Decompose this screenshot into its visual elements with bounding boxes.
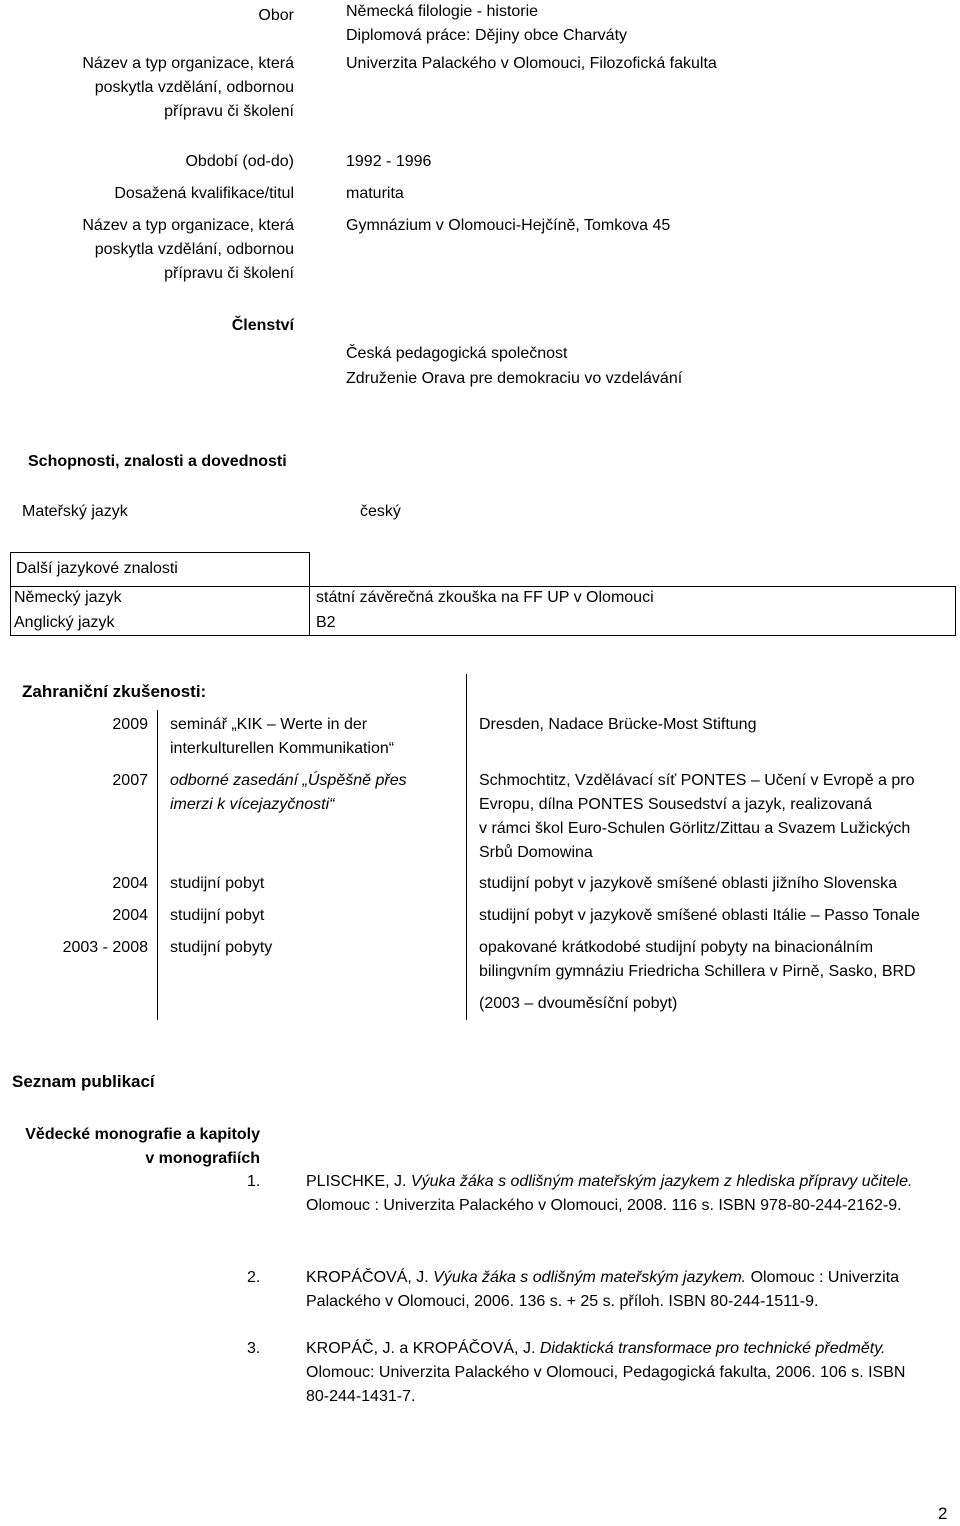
abroad-activity: odborné zasedání „Úspěšně přes: [170, 772, 407, 789]
org-label-2-line-3: přípravu či školení: [164, 265, 294, 282]
abroad-activity: studijní pobyt: [170, 875, 265, 892]
membership-item: Česká pedagogická společnost: [346, 345, 568, 362]
publication-text: [306, 1170, 916, 1218]
publication-title: Výuka žáka s odlišným mateřským jazykem z hlediska přípravy učitele.: [410, 1173, 913, 1190]
abroad-place: studijní pobyt v jazykově smíšené oblasti Itálie – Passo Tonale: [479, 907, 920, 924]
abroad-activity: seminář „KIK – Werte in der: [170, 716, 368, 733]
abroad-place: Dresden, Nadace Brücke-Most Stiftung: [479, 716, 757, 733]
publication-author: KROPÁČOVÁ, J.: [306, 1269, 434, 1286]
abroad-year: 2004: [112, 875, 148, 892]
abroad-note: (2003 – dvouměsíční pobyt): [479, 995, 678, 1012]
mother-tongue-value: český: [360, 503, 401, 520]
publication-number: 3.: [247, 1340, 261, 1357]
abroad-place: Schmochtitz, Vzdělávací síť PONTES – Učení v Evropě a pro: [479, 772, 915, 789]
publication-details: Olomouc : Univerzita Palackého v Olomouci, 2006. 136 s. + 25 s. příloh. ISBN 80-244-1511-9.: [306, 1269, 900, 1310]
abroad-place: bilingvním gymnáziu Friedricha Schillera v Pirně, Sasko, BRD: [479, 963, 916, 980]
skills-heading: Schopnosti, znalosti a dovednosti: [28, 453, 287, 470]
abroad-activity: interkulturellen Kommunikation“: [170, 740, 395, 757]
abroad-year: 2007: [112, 772, 148, 789]
language-table-divider: [309, 586, 310, 636]
abroad-place: studijní pobyt v jazykově smíšené oblasti jižního Slovenska: [479, 875, 897, 892]
publication-details: Olomouc : Univerzita Palackého v Olomouci, 2008. 116 s. ISBN 978-80-244-2162-9.: [306, 1197, 902, 1214]
publication-number: 2.: [247, 1269, 261, 1286]
publication-details: Olomouc: Univerzita Palackého v Olomouci, Pedagogická fakulta, 2006. 106 s. ISBN 80-244-1431-7.: [306, 1364, 906, 1405]
monographs-heading-line-2: v monografiích: [145, 1150, 260, 1167]
abroad-heading: Zahraniční zkušenosti:: [22, 682, 207, 701]
org-label-1-line-1: Název a typ organizace, která: [82, 55, 294, 72]
membership-item: Združenie Orava pre demokraciu vo vzdelávání: [346, 370, 683, 387]
qualification-label: Dosažená kvalifikace/titul: [114, 185, 294, 202]
publication-title: Výuka žáka s odlišným mateřským jazykem.: [433, 1269, 747, 1286]
abroad-place: opakované krátkodobé studijní pobyty na binacionálním: [479, 939, 874, 956]
field-label: Obor: [258, 7, 294, 24]
abroad-place: Srbů Domowina: [479, 844, 593, 861]
monographs-heading-line-1: Vědecké monografie a kapitoly: [25, 1126, 260, 1143]
language-level: B2: [316, 614, 336, 631]
publications-heading: Seznam publikací: [12, 1072, 155, 1091]
org-value-2: Gymnázium v Olomouci-Hejčíně, Tomkova 45: [346, 217, 671, 234]
abroad-activity: imerzi k vícejazyčnosti“: [170, 796, 335, 813]
abroad-place: v rámci škol Euro-Schulen Görlitz/Zittau a Svazem Lužických: [479, 820, 911, 837]
membership-label: Členství: [231, 317, 294, 334]
qualification-value: maturita: [346, 185, 404, 202]
publication-text: [306, 1337, 916, 1409]
publication-title: Didaktická transformace pro technické předměty.: [539, 1340, 886, 1357]
org-label-1-line-3: přípravu či školení: [164, 103, 294, 120]
org-value-1: Univerzita Palackého v Olomouci, Filozofická fakulta: [346, 55, 717, 72]
publication-number: 1.: [247, 1173, 261, 1190]
abroad-activity: studijní pobyty: [170, 939, 273, 956]
mother-tongue-label: Mateřský jazyk: [22, 503, 128, 520]
page-number: 2: [938, 1504, 948, 1523]
period-label: Období (od-do): [185, 153, 294, 170]
other-languages-label: Další jazykové znalosti: [16, 560, 178, 577]
abroad-divider-left: [157, 710, 158, 1020]
abroad-year: 2004: [112, 907, 148, 924]
language-name: Anglický jazyk: [14, 614, 115, 631]
field-value-line-1: Německá filologie - historie: [346, 3, 539, 20]
language-level: státní závěrečná zkouška na FF UP v Olomouci: [316, 589, 654, 606]
org-label-2-line-1: Název a typ organizace, která: [82, 217, 294, 234]
period-value: 1992 - 1996: [346, 153, 432, 170]
abroad-activity: studijní pobyt: [170, 907, 265, 924]
field-value-line-2: Diplomová práce: Dějiny obce Charváty: [346, 27, 628, 44]
abroad-year: 2003 - 2008: [62, 939, 148, 956]
org-label-1-line-2: poskytla vzdělání, odbornou: [94, 79, 294, 96]
org-label-2-line-2: poskytla vzdělání, odbornou: [94, 241, 294, 258]
abroad-year: 2009: [112, 716, 148, 733]
language-name: Německý jazyk: [14, 589, 122, 606]
publication-author: KROPÁČ, J. a KROPÁČOVÁ, J.: [306, 1340, 540, 1357]
abroad-divider-right: [466, 674, 467, 1020]
abroad-place: Evropu, dílna PONTES Sousedství a jazyk, realizovaná: [479, 796, 873, 813]
publication-author: PLISCHKE, J.: [306, 1173, 411, 1190]
publication-text: [306, 1266, 916, 1314]
